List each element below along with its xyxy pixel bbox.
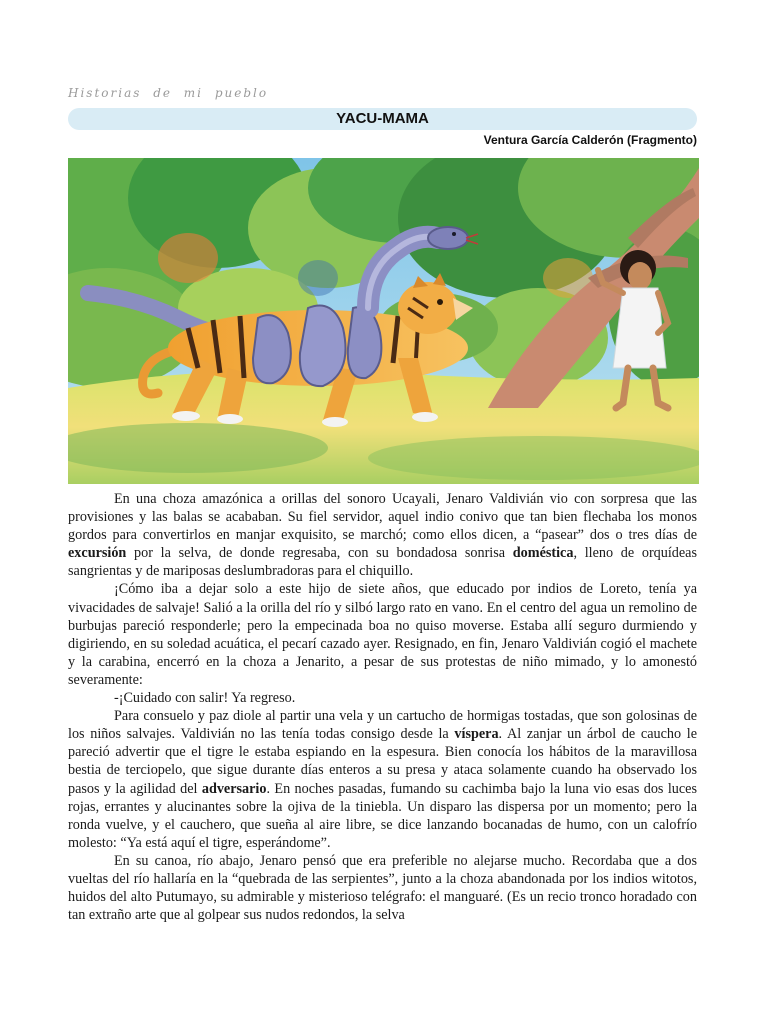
text-segment: En su canoa, río abajo, Jenaro pensó que era preferible no alejarse mucho. Recordaba que a dos vueltas del río hallaría en la “quebrada de las serpientes”, junto a la choza abandonada por los indios witotos, huidos del alto Putumayo, su admirable y misterioso telégrafo: el manguaré. (Es un recio tronco horadado con tan extraño arte que al golpear sus nudos redondos, la selva xyxy=(68,852,697,924)
paragraph xyxy=(68,707,697,852)
paragraph xyxy=(68,689,697,707)
story-illustration xyxy=(68,158,699,484)
bold-term: adversario xyxy=(201,780,267,797)
text-segment: -¡Cuidado con salir! Ya regreso. xyxy=(114,690,296,707)
text-segment: . Al zanjar un árbol de caucho le pareció advertir que el tigre le estaba espiando en la espesura. Bien conocía los hábitos de la maravillosa bestia de terciopelo, que sigue durante días enteros a su presa y ataca solamente cuando ha observado los pasos y la agilidad del xyxy=(68,726,697,797)
text-segment: por la selva, de donde regresaba, con su bondadosa sonrisa xyxy=(126,545,513,562)
paragraph xyxy=(68,490,697,580)
tiger-boa-girl-illustration xyxy=(68,158,699,484)
text-segment: En una choza amazónica a orillas del sonoro Ucayali, Jenaro Valdivián vio con sorpresa que las provisiones y las balas se acababan. Su fiel servidor, aquel indio conivo que tan bien flechaba los monos gordos para convertirlos en manjar exquisito, se marchó; como ellos dicen, a “pasear” dos o tres días de xyxy=(68,491,697,544)
text-segment: . En noches pasadas, fumando su cachimba bajo la luna vio esas dos luces rojas, errantes y alucinantes sobre la ojiva de la tiniebla. Un disparo las dispersa por un momento; pero la ronda vuelve, y el cauchero, que sueña al aire libre, se dice lanzando bocanadas de humo, con un calofrío molesto: “Ya está aquí el tigre, esperándome”. xyxy=(68,780,697,851)
title-bar xyxy=(68,108,697,130)
story-text xyxy=(68,490,697,924)
bold-term: doméstica xyxy=(512,545,574,562)
bold-term: excursión xyxy=(68,545,127,562)
text-segment: ¡Cómo iba a dejar solo a este hijo de siete años, que educado por indios de Loreto, tenía ya vivacidades de salvaje! Salió a la orilla del río y silbó largo rato en vano. En el centro del agua un remolino de burbujas pareció responderle; pero la empecinada boa no quiso moverse. Estaba allí seguro durmiendo y digiriendo, en su soledad acuática, el pecarí cazado ayer. Resignado, en fin, Jenaro Valdivián cogió el machete y la carabina, encerró en la choza a Jenarito, a pesar de sus protestas de niño mimado, y lo amonestó severamente: xyxy=(68,581,697,688)
text-segment: Para consuelo y paz diole al partir una vela y un cartucho de hormigas tostadas, que son golosinas de los niños salvajes. Valdivián no las tenía todas consigo desde la xyxy=(68,708,697,743)
paragraph xyxy=(68,852,697,924)
author-credit: Ventura García Calderón (Fragmento) xyxy=(483,133,697,147)
page-title: YACU-MAMA xyxy=(336,110,429,127)
paragraph xyxy=(68,580,697,689)
series-label: Historias de mi pueblo xyxy=(68,86,269,100)
bold-term: víspera xyxy=(454,726,499,743)
text-segment: , lleno de orquídeas sangrientas y de mariposas deslumbradoras para el chiquillo. xyxy=(68,545,698,580)
